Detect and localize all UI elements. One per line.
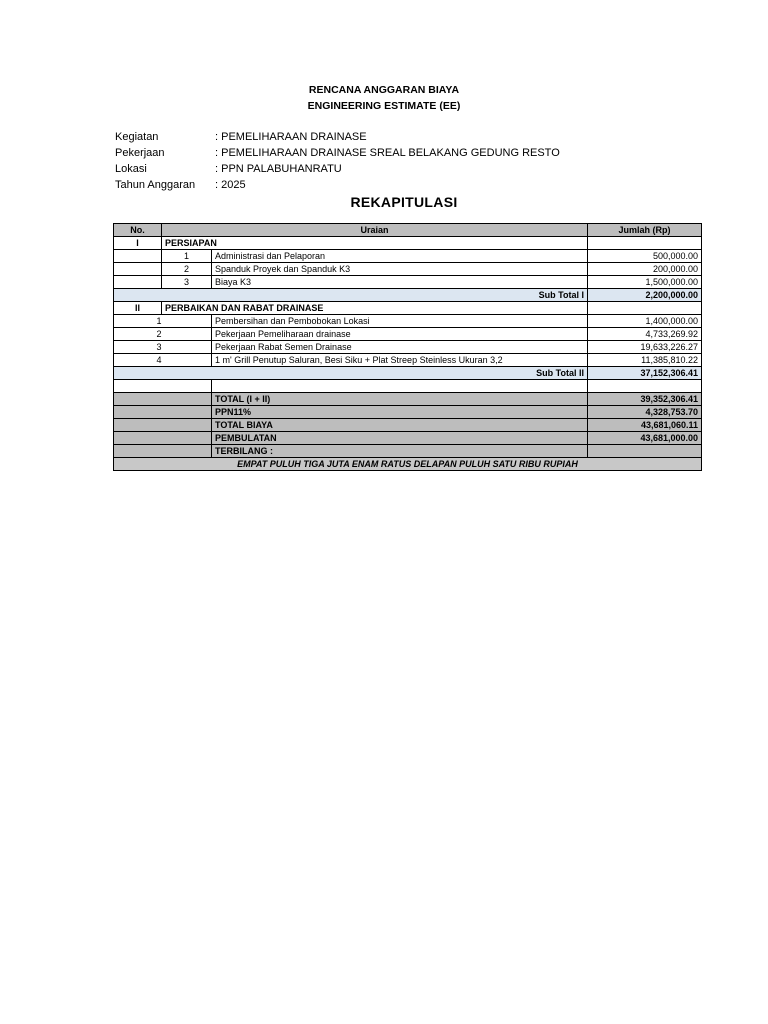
- row-spacer: [162, 328, 212, 341]
- total-biaya-amount: 43,681,060.11: [588, 419, 702, 432]
- info-value: : PEMELIHARAAN DRAINASE: [215, 131, 367, 143]
- subtotal-row: [114, 367, 702, 380]
- info-value: : PPN PALABUHANRATU: [215, 163, 342, 175]
- item-no: 2: [114, 328, 162, 341]
- info-label: Tahun Anggaran: [115, 179, 196, 191]
- info-row-pekerjaan: [115, 145, 560, 161]
- total-spacer: [114, 432, 212, 445]
- info-label: Pekerjaan: [115, 147, 165, 159]
- item-no: 4: [114, 354, 162, 367]
- item-amount: 11,385,810.22: [588, 354, 702, 367]
- ppn-amount: 4,328,753.70: [588, 406, 702, 419]
- terbilang-text-row: [114, 458, 702, 471]
- section-no: I: [114, 237, 162, 250]
- row-spacer: [162, 341, 212, 354]
- section-no: II: [114, 302, 162, 315]
- blank-cell: [212, 380, 588, 393]
- total-spacer: [114, 445, 212, 458]
- pembulatan-row: [114, 432, 702, 445]
- recap-table: [113, 223, 702, 471]
- section-amount: [588, 302, 702, 315]
- item-desc: Spanduk Proyek dan Spanduk K3: [212, 263, 588, 276]
- section-heading: REKAPITULASI: [350, 194, 458, 210]
- subtotal-amount: 2,200,000.00: [588, 289, 702, 302]
- header-jumlah: Jumlah (Rp): [588, 224, 702, 237]
- item-amount: 1,400,000.00: [588, 315, 702, 328]
- section-amount: [588, 237, 702, 250]
- item-no: 3: [162, 276, 212, 289]
- total-row: [114, 393, 702, 406]
- blank-row: [114, 380, 702, 393]
- ppn-row: [114, 406, 702, 419]
- item-amount: 200,000.00: [588, 263, 702, 276]
- document-subtitle: ENGINEERING ESTIMATE (EE): [307, 100, 461, 112]
- info-value: : 2025: [215, 179, 246, 191]
- table-row: [114, 263, 702, 276]
- item-no: 3: [114, 341, 162, 354]
- item-desc: Pembersihan dan Pembobokan Lokasi: [212, 315, 588, 328]
- item-desc: Administrasi dan Pelaporan: [212, 250, 588, 263]
- blank-cell: [588, 380, 702, 393]
- terbilang-row: [114, 445, 702, 458]
- header-no: No.: [114, 224, 162, 237]
- ppn-label: PPN11%: [212, 406, 588, 419]
- total-biaya-label: TOTAL BIAYA: [212, 419, 588, 432]
- terbilang-amount: [588, 445, 702, 458]
- item-amount: 4,733,269.92: [588, 328, 702, 341]
- info-row-kegiatan: [115, 129, 560, 145]
- section-title: PERSIAPAN: [162, 237, 588, 250]
- subtotal-row: [114, 289, 702, 302]
- item-desc: Pekerjaan Pemeliharaan drainase: [212, 328, 588, 341]
- table-row: [114, 250, 702, 263]
- subtotal-label: Sub Total II: [114, 367, 588, 380]
- subtotal-label: Sub Total I: [114, 289, 588, 302]
- item-amount: 19,633,226.27: [588, 341, 702, 354]
- section-row: [114, 237, 702, 250]
- table-row: [114, 354, 702, 367]
- total-spacer: [114, 419, 212, 432]
- subtotal-amount: 37,152,306.41: [588, 367, 702, 380]
- item-desc: Pekerjaan Rabat Semen Drainase: [212, 341, 588, 354]
- item-desc: 1 m' Grill Penutup Saluran, Besi Siku + Plat Streep Steinless Ukuran 3,2: [212, 354, 588, 367]
- project-info: [115, 129, 560, 193]
- table-header-row: [114, 224, 702, 237]
- item-no: 1: [162, 250, 212, 263]
- header-uraian: Uraian: [162, 224, 588, 237]
- terbilang-text: EMPAT PULUH TIGA JUTA ENAM RATUS DELAPAN PULUH SATU RIBU RUPIAH: [114, 458, 702, 471]
- blank-cell: [114, 380, 212, 393]
- table-row: [114, 328, 702, 341]
- pembulatan-amount: 43,681,000.00: [588, 432, 702, 445]
- total-label: TOTAL (I + II): [212, 393, 588, 406]
- total-spacer: [114, 393, 212, 406]
- row-spacer: [162, 315, 212, 328]
- row-no-empty: [114, 250, 162, 263]
- section-row: [114, 302, 702, 315]
- document-title: RENCANA ANGGARAN BIAYA: [308, 84, 460, 96]
- info-label: Kegiatan: [115, 131, 159, 143]
- total-biaya-row: [114, 419, 702, 432]
- info-label: Lokasi: [115, 163, 147, 175]
- total-amount: 39,352,306.41: [588, 393, 702, 406]
- terbilang-label: TERBILANG :: [212, 445, 588, 458]
- item-desc: Biaya K3: [212, 276, 588, 289]
- info-row-lokasi: [115, 161, 560, 177]
- item-amount: 500,000.00: [588, 250, 702, 263]
- row-no-empty: [114, 263, 162, 276]
- item-no: 2: [162, 263, 212, 276]
- table-row: [114, 341, 702, 354]
- table-row: [114, 315, 702, 328]
- total-spacer: [114, 406, 212, 419]
- pembulatan-label: PEMBULATAN: [212, 432, 588, 445]
- section-title: PERBAIKAN DAN RABAT DRAINASE: [162, 302, 588, 315]
- item-amount: 1,500,000.00: [588, 276, 702, 289]
- info-row-tahun-anggaran: [115, 177, 560, 193]
- row-no-empty: [114, 276, 162, 289]
- row-spacer: [162, 354, 212, 367]
- table-row: [114, 276, 702, 289]
- info-value: : PEMELIHARAAN DRAINASE SREAL BELAKANG GEDUNG RESTO: [215, 147, 560, 159]
- item-no: 1: [114, 315, 162, 328]
